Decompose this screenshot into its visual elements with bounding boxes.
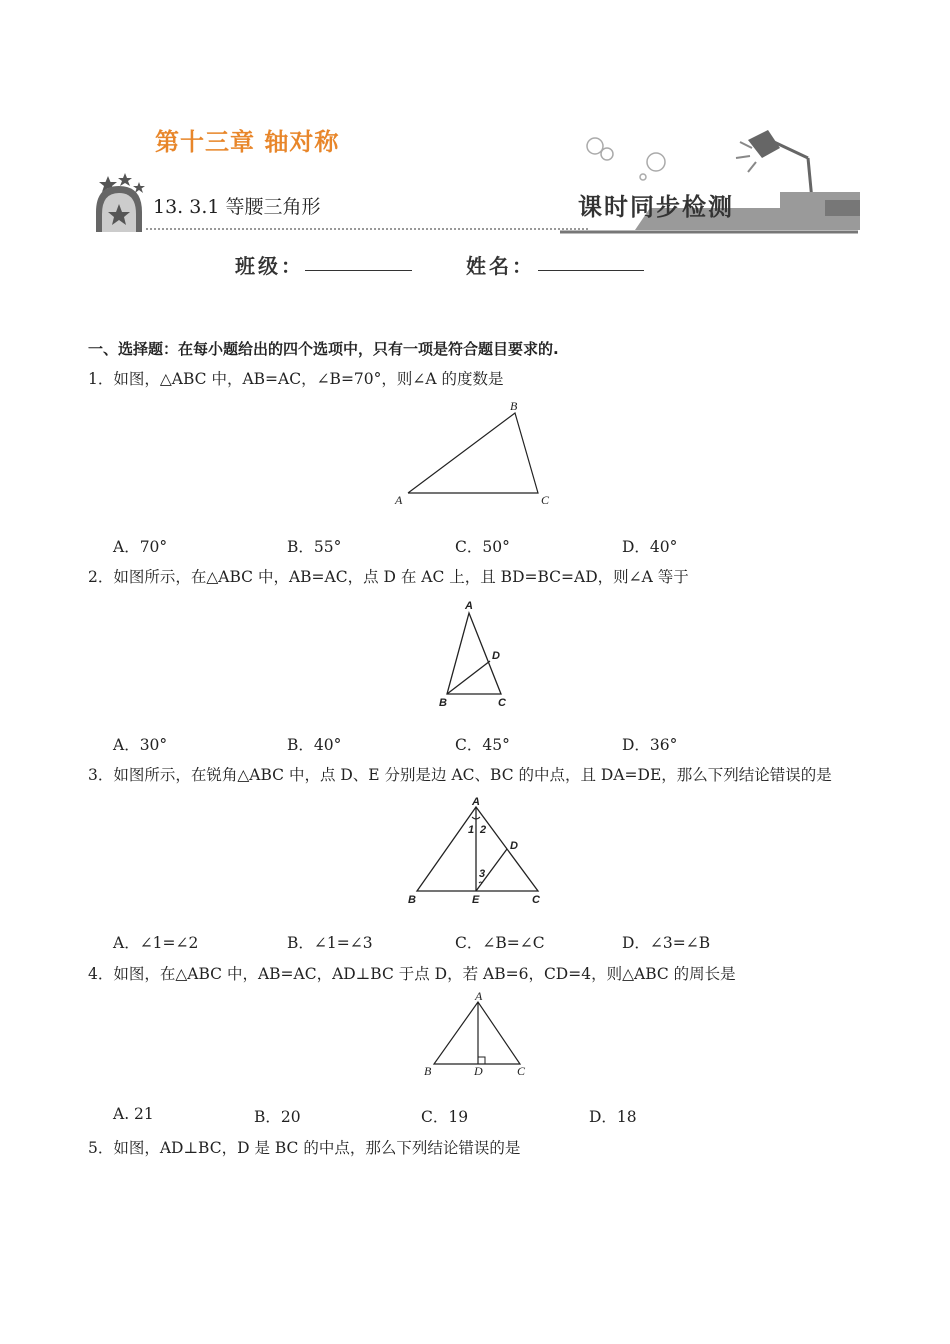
angle-label-2: 2 — [480, 824, 487, 836]
question-4-text: 4．如图，在△ABC 中，AB=AC，AD⊥BC 于点 D，若 AB=6，CD=4，则△ABC 的周长是 — [88, 965, 736, 983]
question-1-option-b[interactable]: B．55° — [287, 538, 342, 556]
question-3-option-c[interactable]: C．∠B=∠C — [455, 934, 545, 952]
vertex-label-d: D — [510, 840, 518, 852]
vertex-label-a: A — [465, 600, 473, 612]
vertex-label-a: A — [475, 990, 483, 1003]
vertex-label-e: E — [472, 894, 480, 906]
question-2-option-d[interactable]: D．36° — [622, 736, 678, 754]
question-1-figure — [390, 398, 560, 510]
name-label: 姓名： — [466, 254, 535, 278]
question-2-option-c[interactable]: C．45° — [455, 736, 510, 754]
question-2-option-b[interactable]: B．40° — [287, 736, 342, 754]
name-field[interactable] — [538, 270, 644, 271]
question-5-text: 5．如图，AD⊥BC，D 是 BC 的中点，那么下列结论错误的是 — [88, 1139, 521, 1157]
section-instructions: 一、选择题：在每小题给出的四个选项中，只有一项是符合题目要求的. — [88, 340, 559, 358]
desk-lamp-icon — [736, 130, 812, 200]
question-3-option-b[interactable]: B．∠1=∠3 — [287, 934, 373, 952]
vertex-label-b: B — [424, 1064, 432, 1078]
vertex-label-b: B — [510, 399, 518, 413]
question-1-text: 1．如图，△ABC 中，AB=AC，∠B=70°，则∠A 的度数是 — [88, 370, 504, 388]
vertex-label-d: D — [492, 650, 500, 662]
question-1-option-a[interactable]: A．70° — [113, 538, 168, 556]
question-4-option-a[interactable]: A. 21 — [113, 1105, 154, 1123]
vertex-label-c: C — [541, 493, 550, 507]
section-title: 13. 3.1 等腰三角形 — [153, 196, 321, 218]
question-4-option-d[interactable]: D．18 — [589, 1108, 637, 1126]
question-4-option-b[interactable]: B．20 — [254, 1108, 301, 1126]
star-icon — [118, 173, 132, 186]
question-4-option-c[interactable]: C．19 — [421, 1108, 469, 1126]
vertex-label-c: C — [498, 697, 506, 709]
chapter-title: 第十三章 轴对称 — [155, 128, 340, 156]
vertex-label-c: C — [532, 894, 540, 906]
question-3-option-d[interactable]: D．∠3=∠B — [622, 934, 711, 952]
question-2-text: 2．如图所示，在△ABC 中，AB=AC，点 D 在 AC 上，且 BD=BC=AD，则∠A 等于 — [88, 568, 689, 586]
question-2-option-a[interactable]: A．30° — [113, 736, 168, 754]
banner-title: 课时同步检测 — [578, 192, 734, 221]
question-3-option-a[interactable]: A．∠1=∠2 — [113, 934, 199, 952]
question-2-figure — [436, 596, 516, 712]
header-decoration — [90, 100, 870, 240]
question-3-figure — [402, 795, 552, 907]
vertex-label-b: B — [439, 697, 447, 709]
question-4-figure — [420, 990, 532, 1080]
question-1-option-c[interactable]: C．50° — [455, 538, 510, 556]
vertex-label-c: C — [517, 1064, 526, 1078]
class-label: 班级： — [235, 254, 304, 278]
class-field[interactable] — [305, 270, 412, 271]
vertex-label-a: A — [395, 493, 403, 507]
angle-label-1: 1 — [468, 824, 475, 836]
angle-label-3: 3 — [479, 868, 486, 880]
vertex-label-b: B — [408, 894, 416, 906]
question-1-option-d[interactable]: D．40° — [622, 538, 678, 556]
vertex-label-d: D — [474, 1064, 483, 1078]
vertex-label-a: A — [472, 796, 480, 808]
question-3-text: 3．如图所示，在锐角△ABC 中，点 D、E 分别是边 AC、BC 的中点，且 DA=DE，那么下列结论错误的是 — [88, 766, 832, 784]
